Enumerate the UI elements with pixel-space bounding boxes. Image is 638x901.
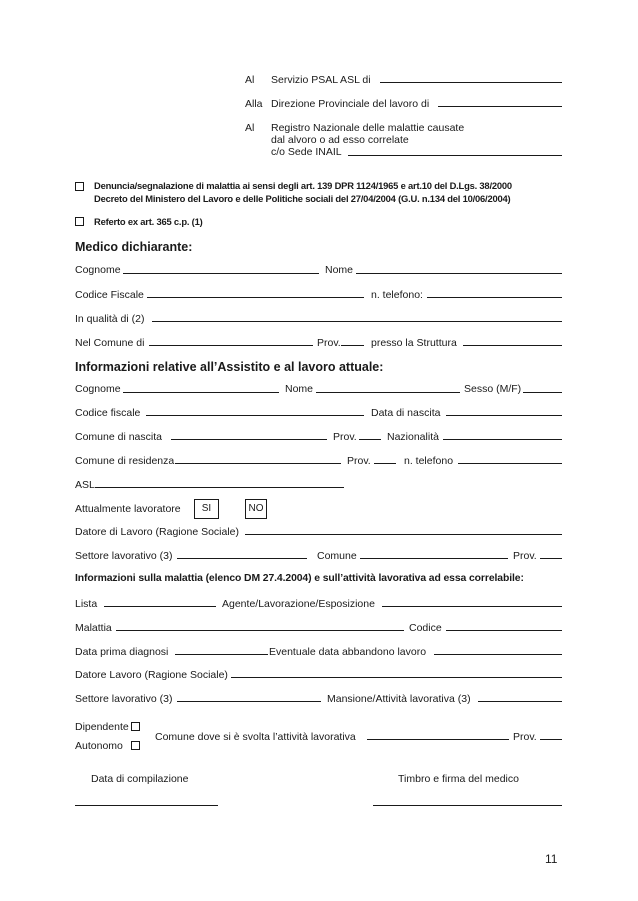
denuncia-checkbox[interactable] (75, 182, 84, 191)
assistito-prov-field[interactable] (540, 558, 562, 559)
malattia-abbandono-field[interactable] (434, 654, 562, 655)
comune-attivita-label: Comune dove si è svolta l’attività lavorativa (155, 731, 356, 743)
assistito-comune-residenza-label: Comune di residenza (75, 455, 175, 467)
header-prefix-3: Al (245, 122, 255, 134)
assistito-comune-nascita-label: Comune di nascita (75, 431, 162, 443)
assistito-prov-residenza-label: Prov. (347, 455, 371, 467)
medico-struttura-field[interactable] (463, 345, 562, 346)
medico-telefono-label: n. telefono: (371, 289, 423, 301)
medico-telefono-field[interactable] (427, 297, 562, 298)
inail-field[interactable] (348, 155, 562, 156)
assistito-nascita-label: Data di nascita (371, 407, 441, 419)
page-number: 11 (545, 852, 558, 866)
header-prefix-1: Al (245, 74, 255, 86)
assistito-datore-field[interactable] (245, 534, 562, 535)
referto-label: Referto ex art. 365 c.p. (1) (94, 216, 203, 227)
timbro-firma-field[interactable] (373, 805, 562, 806)
dipendente-label: Dipendente (75, 721, 129, 733)
medico-nome-field[interactable] (356, 273, 562, 274)
assistito-settore-field[interactable] (177, 558, 307, 559)
malattia-lista-label: Lista (75, 598, 98, 610)
assistito-comune-residenza-field[interactable] (175, 463, 341, 464)
assistito-nazionalita-label: Nazionalità (387, 431, 439, 443)
malattia-prov-label: Prov. (513, 731, 537, 743)
assistito-sesso-label: Sesso (M/F) (464, 383, 522, 395)
medico-prov-label: Prov. (317, 337, 341, 349)
autonomo-checkbox[interactable] (131, 741, 140, 750)
assistito-comune-label: Comune (317, 550, 357, 562)
assistito-cf-label: Codice fiscale (75, 407, 141, 419)
malattia-diagnosi-field[interactable] (175, 654, 268, 655)
assistito-prov-residenza-field[interactable] (374, 463, 396, 464)
assistito-asl-field[interactable] (95, 487, 344, 488)
assistito-prov-label: Prov. (513, 550, 537, 562)
comune-attivita-field[interactable] (367, 739, 509, 740)
assistito-nascita-field[interactable] (446, 415, 562, 416)
assistito-nome-label: Nome (285, 383, 314, 395)
assistito-asl-label: ASL (75, 479, 95, 491)
medico-cognome-label: Cognome (75, 264, 121, 276)
medico-cf-field[interactable] (147, 297, 364, 298)
assistito-settore-label: Settore lavorativo (3) (75, 550, 173, 562)
malattia-codice-label: Codice (409, 622, 442, 634)
malattia-abbandono-label: Eventuale data abbandono lavoro (269, 646, 427, 658)
header-psal-label: Servizio PSAL ASL di (271, 74, 371, 86)
medico-comune-field[interactable] (149, 345, 313, 346)
assistito-comune-nascita-field[interactable] (171, 439, 327, 440)
malattia-malattia-label: Malattia (75, 622, 112, 634)
direzione-field[interactable] (438, 106, 562, 107)
assistito-cognome-label: Cognome (75, 383, 121, 395)
referto-checkbox[interactable] (75, 217, 84, 226)
header-registro-line1: Registro Nazionale delle malattie causate (271, 122, 465, 134)
timbro-firma-label: Timbro e firma del medico (398, 773, 519, 785)
assistito-prov-nascita-label: Prov. (333, 431, 357, 443)
malattia-settore-field[interactable] (177, 701, 321, 702)
malattia-datore-label: Datore Lavoro (Ragione Sociale) (75, 669, 228, 681)
psal-field[interactable] (380, 82, 562, 83)
assistito-sesso-field[interactable] (523, 392, 562, 393)
assistito-telefono-label: n. telefono (404, 455, 454, 467)
malattia-diagnosi-label: Data prima diagnosi (75, 646, 169, 658)
malattia-prov-field[interactable] (540, 739, 562, 740)
data-compilazione-label: Data di compilazione (91, 773, 189, 785)
malattia-codice-field[interactable] (446, 630, 562, 631)
medico-qualita-label: In qualità di (2) (75, 313, 145, 325)
medico-prov-field[interactable] (341, 345, 364, 346)
autonomo-label: Autonomo (75, 740, 123, 752)
medico-qualita-field[interactable] (152, 321, 562, 322)
dipendente-checkbox[interactable] (131, 722, 140, 731)
assistito-comune-field[interactable] (360, 558, 508, 559)
malattia-malattia-field[interactable] (116, 630, 404, 631)
assistito-telefono-field[interactable] (458, 463, 562, 464)
assistito-nome-field[interactable] (316, 392, 460, 393)
header-direzione-label: Direzione Provinciale del lavoro di (271, 98, 430, 110)
lavoratore-no-box[interactable]: NO (245, 499, 267, 519)
data-compilazione-field[interactable] (75, 805, 218, 806)
assistito-cf-field[interactable] (146, 415, 364, 416)
lavoratore-si-box[interactable]: SI (194, 499, 219, 519)
header-prefix-2: Alla (245, 98, 263, 110)
assistito-nazionalita-field[interactable] (443, 439, 562, 440)
assistito-prov-nascita-field[interactable] (359, 439, 381, 440)
medico-nome-label: Nome (325, 264, 354, 276)
malattia-datore-field[interactable] (231, 677, 562, 678)
denuncia-label-line1: Denuncia/segnalazione di malattia ai sensi degli art. 139 DPR 1124/1965 e art.10 del D.Lgs. 38/2000 (94, 180, 512, 191)
medico-section-title: Medico dichiarante: (75, 240, 193, 254)
malattia-section-title: Informazioni sulla malattia (elenco DM 27.4.2004) e sull’attività lavorativa ad essa correlabile: (75, 573, 524, 584)
malattia-lista-field[interactable] (104, 606, 216, 607)
header-registro-line2: dal alvoro o ad esso correlate (271, 134, 409, 146)
medico-struttura-label: presso la Struttura (371, 337, 457, 349)
assistito-cognome-field[interactable] (123, 392, 279, 393)
header-registro-line3: c/o Sede INAIL (271, 146, 342, 158)
medico-cf-label: Codice Fiscale (75, 289, 144, 301)
malattia-settore-label: Settore lavorativo (3) (75, 693, 173, 705)
assistito-lavoratore-label: Attualmente lavoratore (75, 503, 181, 515)
malattia-agente-label: Agente/Lavorazione/Esposizione (222, 598, 375, 610)
malattia-mansione-field[interactable] (478, 701, 562, 702)
medico-comune-label: Nel Comune di (75, 337, 145, 349)
malattia-mansione-label: Mansione/Attività lavorativa (3) (327, 693, 471, 705)
denuncia-label-line2: Decreto del Ministero del Lavoro e delle Politiche sociali del 27/04/2004 (G.U. n.134 del 10/06/2004) (94, 193, 511, 204)
assistito-section-title: Informazioni relative all’Assistito e al lavoro attuale: (75, 360, 384, 374)
medico-cognome-field[interactable] (123, 273, 319, 274)
malattia-agente-field[interactable] (382, 606, 562, 607)
assistito-datore-label: Datore di Lavoro (Ragione Sociale) (75, 526, 240, 538)
